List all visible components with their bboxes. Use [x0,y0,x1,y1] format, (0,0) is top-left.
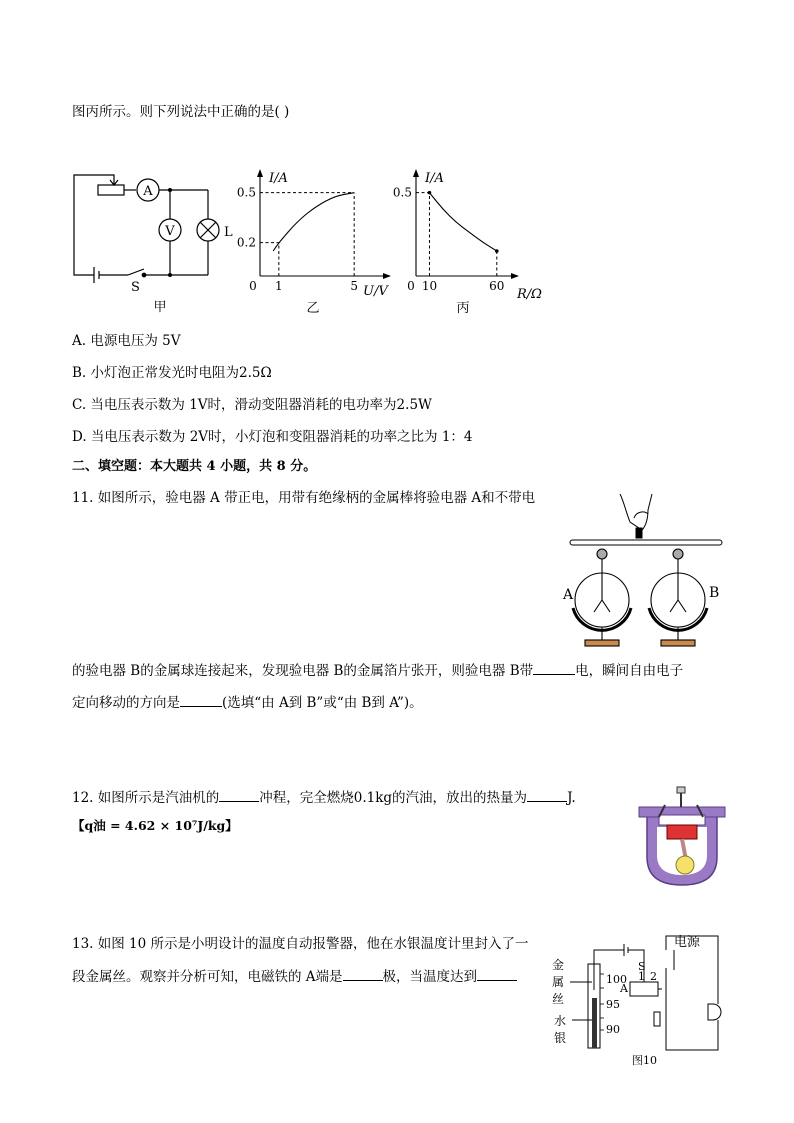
lamp-label: L [224,225,233,240]
yi-origin: 0 [249,279,257,293]
option-a: A. 电源电压为 5V [72,333,181,349]
q12-blank-2[interactable] [527,787,567,802]
label-wire-1: 金 [552,958,565,972]
q13-line2a: 段金属丝。观察并分析可知，电磁铁的 A端是 [72,969,343,985]
intro-text: 图丙所示。则下列说法中正确的是( ) [72,104,290,120]
q11-line2b: 电，瞬间自由电子 [575,663,684,679]
q11-blank-1[interactable] [533,660,575,675]
section-heading: 二、填空题：本大题共 4 小题，共 8 分。 [72,459,317,474]
tick-95: 95 [606,998,620,1011]
bing-origin: 0 [407,279,415,293]
q11-line1: 11. 如图所示，验电器 A 带正电，用带有绝缘柄的金属棒将验电器 A和不带电 [72,490,536,506]
yi-xlabel: U/V [363,284,388,299]
bing-point-0 [428,191,432,195]
q12-blank-1[interactable] [219,787,259,802]
q13-line1: 13. 如图 10 所示是小明设计的温度自动报警器，他在水银温度计里封入了一 [72,936,529,952]
q11-line2 [72,660,683,680]
yi-xtick-0: 1 [275,279,283,293]
option-d: D. 当电压表示数为 2V时，小灯泡和变阻器消耗的功率之比为 1：4 [72,429,473,445]
chart-bing [393,165,553,315]
label-mercury-1: 水 [554,1014,567,1028]
label-a-pole: A [620,982,628,995]
q12-line1a: 12. 如图所示是汽油机的 [72,790,220,806]
q13-blank-2[interactable] [477,966,517,981]
q11-line3a: 定向移动的方向是 [72,695,180,711]
tick-90: 90 [606,1023,620,1036]
ammeter-label: A [143,184,153,199]
chart-yi [236,165,405,316]
voltmeter-label: V [165,224,175,239]
yi-xtick-1: 5 [350,279,358,293]
bing-xtick-0: 10 [421,279,438,293]
label-a: A [563,587,574,603]
option-b: B. 小灯泡正常发光时电阻为2.5Ω [72,365,272,381]
electroscope-b [649,549,707,646]
q13-line2 [72,966,517,986]
yi-caption: 乙 [306,301,320,316]
yi-ylabel: I/A [269,171,288,186]
label-b: B [709,585,720,601]
q12-line1c: J. [567,790,576,806]
label-mercury-2: 银 [554,1031,567,1045]
circuit-diagram-jia [60,165,250,315]
q12-line1 [72,787,576,807]
bing-xtick-1: 60 [489,279,505,293]
q11-line3b: (选填“由 A到 B”或“由 B到 A”)。 [222,695,423,711]
label-n2: 2 [650,970,657,983]
switch-label: S [131,280,140,295]
q11-line2a: 的验电器 B的金属球连接起来，发现验电器 B的金属箔片张开，则验电器 B带 [72,663,534,679]
bing-curve [429,193,496,251]
electroscope-a [573,549,631,646]
q12-line2: 【q油 = 4.62 × 10⁷J/kg】 [72,818,238,833]
bing-xlabel: R/Ω [517,287,542,302]
label-n1: 1 [638,970,645,983]
bing-point-1 [495,249,499,253]
label-wire-3: 丝 [552,992,565,1006]
bing-caption: 丙 [456,301,470,316]
bing-ytick-0: 0.5 [392,185,412,200]
bing-ylabel: I/A [425,171,444,186]
yi-ytick-1: 0.5 [236,185,256,200]
q12-line1b: 冲程，完全燃烧0.1kg的汽油，放出的热量为 [259,790,528,806]
yi-ytick-0: 0.2 [236,235,256,250]
caption-jia: 甲 [153,300,167,315]
label-power: 电源 [674,935,701,950]
q11-blank-2[interactable] [180,692,222,707]
alarm-figure [548,930,728,1070]
q13-blank-1[interactable] [343,966,383,981]
tick-100: 100 [606,973,627,986]
label-s: S [638,960,646,973]
q11-line3 [72,692,423,712]
label-wire-2: 属 [552,975,565,989]
option-c: C. 当电压表示数为 1V时，滑动变阻器消耗的电功率为2.5W [72,397,432,413]
hand-icon [620,494,652,538]
electroscope-figure [560,488,735,650]
yi-curve [273,193,354,251]
engine-icon [637,785,727,895]
figure-10-caption: 图10 [632,1054,657,1067]
q13-line2b: 极，当温度达到 [382,969,478,985]
